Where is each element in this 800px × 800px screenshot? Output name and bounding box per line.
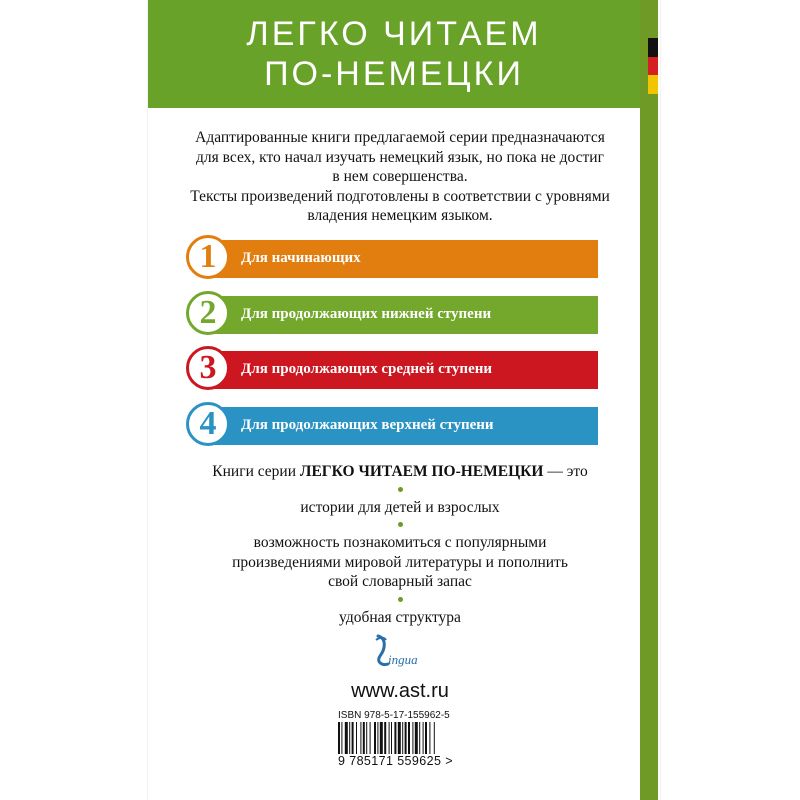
flag-stripe-gold (648, 75, 658, 94)
bullet-dot (398, 597, 403, 602)
intro-text (170, 128, 630, 226)
lingua-logo (372, 634, 432, 674)
flag-stripe-black (648, 38, 658, 57)
intro-line: Адаптированные книги предлагаемой серии предназначаются (195, 129, 605, 146)
level-2-number: 2 (199, 294, 217, 331)
intro-line: в нем совершенства. (332, 168, 468, 185)
level-1-row (186, 236, 598, 280)
level-3-label: Для продолжающих средней ступени (241, 361, 493, 377)
level-3-row (186, 347, 598, 391)
level-2-badge (186, 291, 230, 335)
level-3-badge (186, 346, 230, 390)
level-2-label: Для продолжающих нижней ступени (241, 306, 492, 322)
german-flag (648, 38, 658, 94)
feature-item: удобная структура (339, 608, 461, 626)
series-name: ЛЕГКО ЧИТАЕМ ПО-НЕМЕЦКИ (299, 463, 544, 480)
level-1-label: Для начинающих (241, 250, 361, 266)
level-4-badge (186, 402, 230, 446)
level-1-number: 1 (199, 238, 217, 275)
series-title-banner (148, 0, 640, 108)
series-title-line-1: ЛЕГКО ЧИТАЕМ (246, 15, 542, 53)
level-4-row (186, 403, 598, 447)
bullet-dot (398, 522, 403, 527)
level-4-number: 4 (199, 405, 217, 442)
intro-line: Тексты произведений подготовлены в соответствии с уровнями (190, 187, 610, 205)
level-2-row (186, 292, 598, 336)
feature-item: истории для детей и взрослых (300, 498, 500, 516)
feature-item (170, 533, 630, 592)
isbn-label: ISBN 978-5-17-155962-5 (338, 710, 450, 721)
series-heading-suffix: — это (543, 463, 588, 480)
isbn-barcode (336, 722, 466, 756)
svg-text:ingua: ingua (388, 652, 418, 667)
feature-line: возможность познакомиться с популярными (253, 534, 547, 551)
barcode-digits: 9 785171 559625 > (338, 754, 453, 768)
intro-line: для всех, кто начал изучать немецкий язык, но пока не достиг (196, 148, 604, 166)
flag-stripe-red (648, 57, 658, 76)
spine-edge (640, 0, 658, 800)
series-heading (170, 462, 630, 482)
series-features (170, 462, 630, 627)
feature-line: свой словарный запас (328, 573, 472, 590)
intro-line: владения немецким языком. (307, 207, 493, 224)
series-heading-prefix: Книги серии (212, 463, 300, 480)
level-1-badge (186, 235, 230, 279)
feature-line: произведениями мировой литературы и пополнить (232, 553, 568, 571)
series-title-line-2: ПО-НЕМЕЦКИ (264, 55, 524, 93)
level-4-label: Для продолжающих верхней ступени (241, 417, 494, 433)
level-3-number: 3 (199, 349, 217, 386)
publisher-website: www.ast.ru (351, 680, 449, 702)
bullet-dot (398, 487, 403, 492)
